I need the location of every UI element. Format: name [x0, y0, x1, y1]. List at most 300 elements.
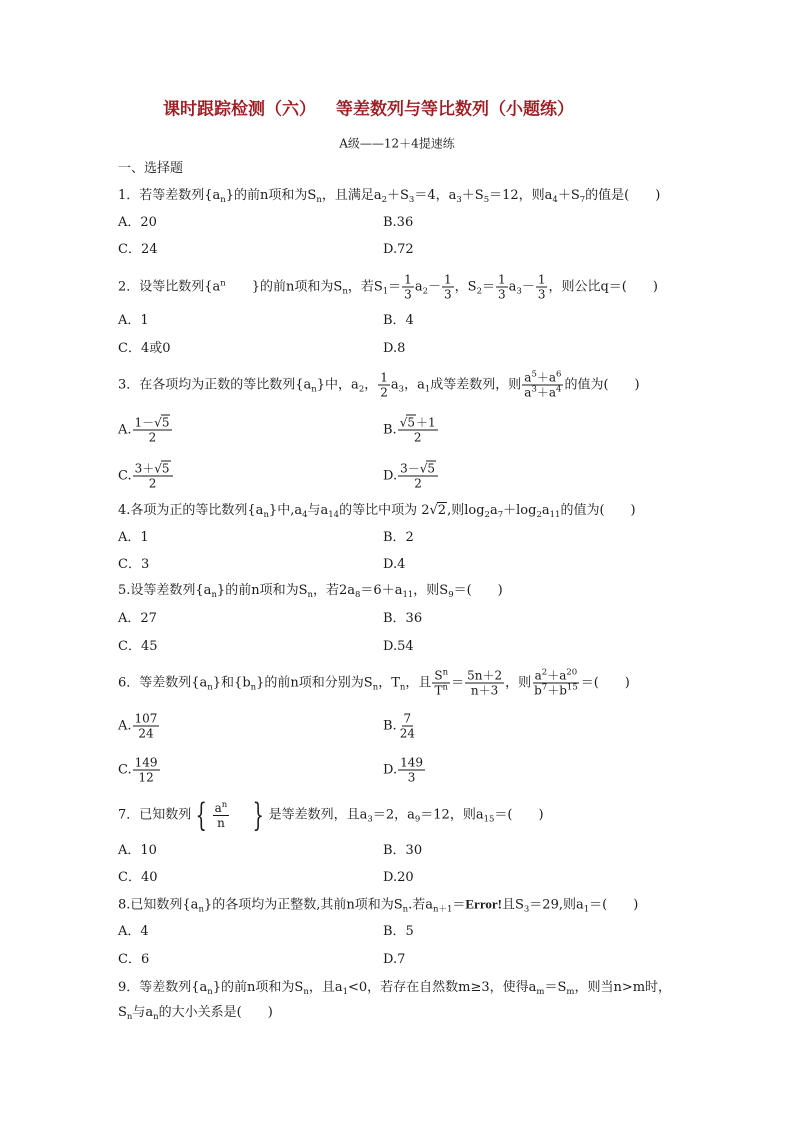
subscript: n: [198, 904, 204, 915]
text-run: 2．设等比数列{a: [118, 279, 221, 295]
text-run: 3－: [400, 461, 420, 476]
text-run: A．4: [118, 924, 149, 939]
text-run: C.: [118, 468, 132, 484]
fraction: [465, 669, 504, 698]
text-run: D.: [383, 762, 398, 778]
text-run: D.8: [383, 341, 406, 356]
text-run: 2: [148, 476, 157, 491]
text-run: b: [534, 683, 542, 698]
braced-expression: [191, 798, 268, 832]
text-run: ，且: [405, 675, 432, 691]
subscript: n: [153, 1012, 159, 1022]
text-run: }的前n项和分别为S: [256, 675, 373, 691]
text-run: ，则当n>m时，: [574, 980, 672, 995]
text-run: 7．已知数列: [118, 807, 192, 823]
superscript: 15: [566, 682, 578, 693]
text-run: }的前n项和为S: [225, 279, 343, 295]
text-run: 3: [537, 287, 546, 302]
question-2-option-b: [383, 312, 414, 330]
title-part-1: 课时跟踪检测（六）: [163, 99, 316, 120]
text-run: 1: [380, 370, 388, 385]
text-run: ，a: [404, 377, 425, 393]
radicand: 5: [161, 461, 170, 476]
text-run: A．1: [118, 530, 149, 545]
numerator: [398, 756, 425, 771]
text-run: A．27: [118, 611, 157, 626]
denominator: [412, 477, 424, 491]
page-subtitle: A级——12＋4提速练: [339, 136, 455, 151]
question-7-option-a: [118, 842, 157, 860]
text-run: ＝2，a: [372, 807, 415, 823]
superscript: 7: [541, 682, 548, 693]
numerator: [213, 801, 230, 816]
bold-text: Error!: [465, 896, 502, 912]
text-run: 1．若等差数列{a: [118, 188, 221, 203]
text-run: A.: [118, 422, 132, 438]
text-run: }的前n项和为S: [225, 188, 317, 203]
text-run: ，则: [505, 675, 532, 691]
fraction: [432, 669, 450, 698]
text-run: C．40: [118, 870, 158, 885]
text-run: ，且a: [308, 980, 343, 995]
numerator: [402, 712, 414, 727]
subscript: 2: [358, 384, 365, 395]
question-8-option-c: [118, 951, 149, 969]
subscript: n: [207, 987, 213, 997]
subscript: 11: [549, 510, 561, 520]
radical-sign: √: [154, 415, 162, 430]
subscript: 1: [424, 384, 431, 395]
question-8-option-b: [383, 923, 414, 941]
subscript: 4: [552, 195, 558, 205]
text-run: B．36: [383, 611, 423, 626]
denominator: [402, 288, 414, 302]
fraction: [522, 371, 563, 400]
denominator: [412, 431, 424, 445]
text-run: ＋S: [557, 188, 580, 203]
numerator: [465, 669, 504, 684]
question-4-option-a: [118, 529, 149, 547]
square-root: [420, 462, 436, 476]
numerator: [533, 669, 580, 684]
fraction: [442, 273, 454, 302]
text-run: 107: [134, 711, 158, 726]
question-6-option-c: [118, 756, 161, 785]
text-run: C．24: [118, 242, 158, 257]
text-run: D.4: [383, 557, 406, 572]
text-run: }的前n项和为S: [212, 980, 304, 995]
text-run: 的值为( ): [560, 503, 636, 518]
subscript: 11: [402, 590, 414, 600]
question-1-option-a: [118, 214, 157, 232]
subscript: 2: [536, 510, 542, 520]
subscript: n: [316, 195, 322, 205]
text-run: A．20: [118, 215, 157, 230]
subscript: 8: [355, 590, 361, 600]
square-root: [154, 462, 170, 476]
question-1-option-d: [383, 241, 414, 259]
text-run: A．10: [118, 843, 157, 858]
text-run: 且S: [501, 897, 524, 913]
subscript: 3: [367, 814, 373, 825]
radicand: 5: [407, 415, 415, 430]
subscript: 2: [476, 286, 482, 297]
denominator: [522, 386, 563, 400]
fraction: [133, 462, 173, 491]
numerator: [496, 273, 508, 288]
subscript: 9: [448, 590, 454, 600]
numerator: [133, 416, 173, 431]
denominator: [406, 771, 418, 785]
text-run: B．2: [383, 530, 414, 545]
numerator: [378, 371, 390, 386]
fraction: [398, 712, 417, 741]
text-run: D.20: [383, 870, 414, 885]
text-run: ＋a: [547, 668, 567, 683]
question-7-option-b: [383, 842, 422, 860]
text-run: a: [541, 503, 550, 518]
radical-sign: √: [419, 461, 428, 476]
text-run: }中,a: [268, 503, 303, 518]
subscript: m: [566, 987, 575, 997]
text-run: ＋log: [503, 503, 537, 518]
section-heading: 一、选择题: [118, 161, 184, 176]
subscript: n: [211, 590, 217, 600]
text-run: ＋a: [536, 385, 557, 400]
radical-sign: √: [154, 461, 162, 476]
text-run: 与a: [132, 1005, 154, 1020]
denominator: [378, 386, 390, 400]
superscript: 5: [531, 369, 537, 380]
fraction: [536, 273, 548, 302]
text-run: a: [489, 503, 498, 518]
text-run: B.: [383, 422, 397, 438]
text-run: 1: [498, 272, 506, 287]
text-run: 3: [444, 287, 452, 302]
question-3-option-c: [118, 462, 174, 491]
text-run: S: [434, 668, 443, 683]
text-run: }的前n项和为S: [216, 583, 308, 598]
text-run: ,则log: [447, 503, 485, 518]
text-run: B．30: [383, 843, 423, 858]
superscript: 2: [541, 667, 548, 678]
text-run: ＝6＋a: [360, 583, 403, 598]
text-run: 1: [444, 272, 452, 287]
denominator: [432, 684, 450, 698]
text-run: C.: [118, 762, 132, 778]
text-run: B.36: [383, 215, 414, 230]
text-run: 24: [399, 726, 415, 741]
text-run: 5n＋2: [467, 668, 503, 683]
question-5-option-b: [383, 610, 422, 628]
text-run: a: [414, 279, 423, 295]
text-run: a: [390, 377, 399, 393]
text-run: 2: [414, 476, 422, 491]
text-run: ，且满足a: [321, 188, 382, 203]
question-6-option-b: [383, 712, 418, 741]
text-run: B．5: [383, 924, 414, 939]
superscript: 6: [556, 369, 562, 380]
text-run: 5.设等差数列{a: [118, 583, 212, 598]
text-run: D.54: [383, 639, 414, 654]
fraction: [133, 756, 160, 785]
fraction: [402, 273, 414, 302]
question-3-stem: [118, 371, 640, 400]
subscript: n: [342, 286, 348, 297]
text-run: A．1: [118, 313, 149, 328]
superscript: n: [442, 682, 448, 693]
subscript: n: [263, 510, 269, 520]
text-run: 1: [537, 272, 546, 287]
question-3-option-d: [383, 462, 439, 491]
numerator: [522, 371, 563, 386]
denominator: [398, 727, 417, 741]
text-run: ＝29,则a: [529, 897, 584, 913]
subscript: 2: [484, 510, 490, 520]
numerator: [133, 462, 173, 477]
text-run: ＋a: [536, 370, 557, 385]
numerator: [133, 712, 160, 727]
square-root: [430, 502, 448, 520]
question-5-option-d: [383, 638, 414, 656]
text-run: ＋1: [415, 415, 436, 430]
text-run: ＝: [388, 279, 402, 295]
subscript: m: [536, 987, 545, 997]
text-run: D.72: [383, 242, 414, 257]
text-run: ，若2a: [312, 583, 355, 598]
fraction: [398, 416, 438, 445]
text-run: 8.已知数列{a: [118, 897, 199, 913]
brace-body: [212, 801, 249, 830]
text-run: ，则S: [413, 583, 449, 598]
text-run: T: [434, 683, 443, 698]
text-run: 1－: [134, 415, 155, 430]
question-9-stem-continued: [118, 1004, 273, 1022]
question-7-option-c: [118, 869, 158, 887]
subscript: n: [402, 904, 409, 915]
subscript: n: [399, 682, 406, 693]
subscript: n: [250, 682, 257, 693]
question-2-option-d: [383, 340, 405, 358]
text-run: 是等差数列，且a: [268, 807, 368, 823]
text-run: 的等比中项为 2: [339, 503, 430, 518]
text-run: 7: [403, 711, 412, 726]
question-8-option-d: [383, 951, 405, 969]
text-run: ，T: [378, 675, 400, 691]
text-run: 3: [404, 287, 412, 302]
question-2-stem: [118, 273, 658, 302]
text-run: }中，a: [316, 377, 359, 393]
question-3-option-a: [118, 416, 173, 445]
question-3-option-b: [383, 416, 439, 445]
text-run: a: [524, 385, 532, 400]
text-run: <0，若存在自然数m≥3，使得a: [348, 980, 537, 995]
square-root: [154, 416, 170, 430]
numerator: [442, 273, 454, 288]
question-1-option-b: [383, 214, 413, 232]
text-run: ，S: [454, 279, 477, 295]
question-1-option-c: [118, 241, 158, 259]
question-5-option-a: [118, 610, 157, 628]
question-2-option-a: [118, 312, 149, 330]
subscript: 3: [523, 904, 530, 915]
denominator: [147, 477, 159, 491]
question-4-option-c: [118, 556, 149, 574]
text-run: ＝S: [544, 980, 567, 995]
question-2-option-c: [118, 340, 171, 358]
question-9-stem: [118, 979, 671, 997]
text-run: 24: [138, 726, 154, 741]
subscript: 15: [483, 814, 495, 825]
subscript: n＋1: [432, 904, 453, 915]
question-7-stem: [118, 798, 544, 832]
numerator: [398, 416, 438, 431]
question-4-option-b: [383, 529, 414, 547]
radicand: 2: [437, 503, 447, 518]
text-run: C．3: [118, 557, 150, 572]
subscript: 2: [422, 286, 428, 297]
denominator: [536, 288, 548, 302]
open-brace: {: [195, 796, 208, 834]
fraction: [398, 756, 425, 785]
subscript: n: [303, 987, 309, 997]
text-run: D.: [383, 468, 398, 484]
text-run: }的各项均为正整数,其前n项和为S: [203, 897, 403, 913]
text-run: 149: [134, 755, 158, 770]
text-run: C．6: [118, 952, 150, 967]
text-run: a: [508, 279, 517, 295]
text-run: S: [118, 1005, 127, 1020]
subscript: 4: [302, 510, 308, 520]
subscript: 1: [583, 904, 590, 915]
question-6-option-d: [383, 756, 426, 785]
denominator: [442, 288, 454, 302]
question-6-stem: [118, 669, 630, 698]
text-run: n: [217, 815, 225, 830]
text-run: .若a: [408, 897, 433, 913]
text-run: 9．等差数列{a: [118, 980, 208, 995]
question-4-stem: [118, 502, 636, 520]
superscript: 20: [566, 667, 578, 678]
text-run: n＋3: [470, 683, 499, 698]
question-6-option-a: [118, 712, 160, 741]
radical-sign: √: [399, 415, 408, 430]
text-run: 的值为( ): [564, 377, 640, 393]
subscript: 2: [381, 195, 388, 205]
text-run: D.7: [383, 952, 406, 967]
subscript: n: [311, 384, 317, 395]
subscript: n: [207, 682, 213, 693]
subscript: 9: [414, 814, 421, 825]
superscript: 4: [556, 384, 562, 395]
text-run: B．4: [383, 313, 414, 328]
text-run: 149: [400, 755, 423, 770]
denominator: [136, 771, 155, 785]
text-run: a: [534, 668, 542, 683]
question-4-option-d: [383, 556, 405, 574]
numerator: [398, 462, 438, 477]
denominator: [532, 684, 580, 698]
subscript: 1: [382, 286, 389, 297]
text-run: ＝( ): [453, 583, 503, 598]
fraction: [133, 712, 160, 741]
subscript: n: [307, 590, 313, 600]
text-run: B.: [383, 718, 397, 734]
denominator: [147, 431, 159, 445]
page-title: [163, 95, 574, 120]
text-run: 的大小关系是( ): [158, 1005, 273, 1020]
fraction: [532, 669, 580, 698]
fraction: [398, 462, 438, 491]
text-run: ＝12，则a: [489, 188, 553, 203]
square-root: [400, 416, 416, 430]
text-run: ，: [364, 377, 378, 393]
numerator: [402, 273, 414, 288]
subscript: 3: [408, 195, 415, 205]
denominator: [496, 288, 508, 302]
close-brace: }: [252, 796, 265, 834]
text-run: ＝: [451, 675, 465, 691]
text-run: 3＋: [134, 461, 155, 476]
text-run: ＝( ): [494, 807, 544, 823]
text-run: C．4或0: [118, 341, 171, 356]
question-8-option-a: [118, 923, 149, 941]
superscript: n: [220, 278, 226, 289]
text-run: －: [521, 279, 535, 295]
text-run: ＝4，a: [414, 188, 457, 203]
subscript: 3: [516, 286, 522, 297]
text-run: 的值是( ): [585, 188, 661, 203]
radicand: 5: [161, 415, 170, 430]
fraction: [378, 371, 390, 400]
text-run: a: [214, 800, 222, 815]
text-run: 6．等差数列{a: [118, 675, 208, 691]
text-run: ＝: [452, 897, 466, 913]
text-run: 成等差数列，则: [430, 377, 522, 393]
text-run: ＋S: [461, 188, 484, 203]
question-5-stem: [118, 582, 503, 600]
text-run: 3: [498, 287, 506, 302]
text-run: ，若S: [347, 279, 383, 295]
numerator: [133, 756, 160, 771]
text-run: ＝( ): [589, 897, 639, 913]
subscript: 3: [456, 195, 462, 205]
text-run: 12: [138, 770, 154, 785]
denominator: [215, 816, 227, 830]
text-run: ＋S: [387, 188, 409, 203]
radical-sign: √: [429, 503, 438, 518]
text-run: 3．在各项均为正数的等比数列{a: [118, 377, 312, 393]
text-run: ＝: [481, 279, 495, 295]
denominator: [136, 727, 155, 741]
numerator: [432, 669, 450, 684]
subscript: n: [220, 195, 226, 205]
text-run: 1: [404, 272, 412, 287]
subscript: n: [126, 1012, 133, 1022]
subscript: 7: [497, 510, 504, 520]
title-part-2: 等差数列与等比数列（小题练）: [336, 99, 574, 120]
text-run: C．45: [118, 639, 158, 654]
text-run: 4.各项为正的等比数列{a: [118, 503, 264, 518]
subscript: 7: [579, 195, 586, 205]
subscript: n: [372, 682, 379, 693]
question-7-option-d: [383, 869, 414, 887]
subscript: 14: [328, 510, 340, 520]
numerator: [536, 273, 548, 288]
text-run: ＝12，则a: [420, 807, 484, 823]
subscript: 3: [398, 384, 405, 395]
text-run: 2: [380, 385, 388, 400]
